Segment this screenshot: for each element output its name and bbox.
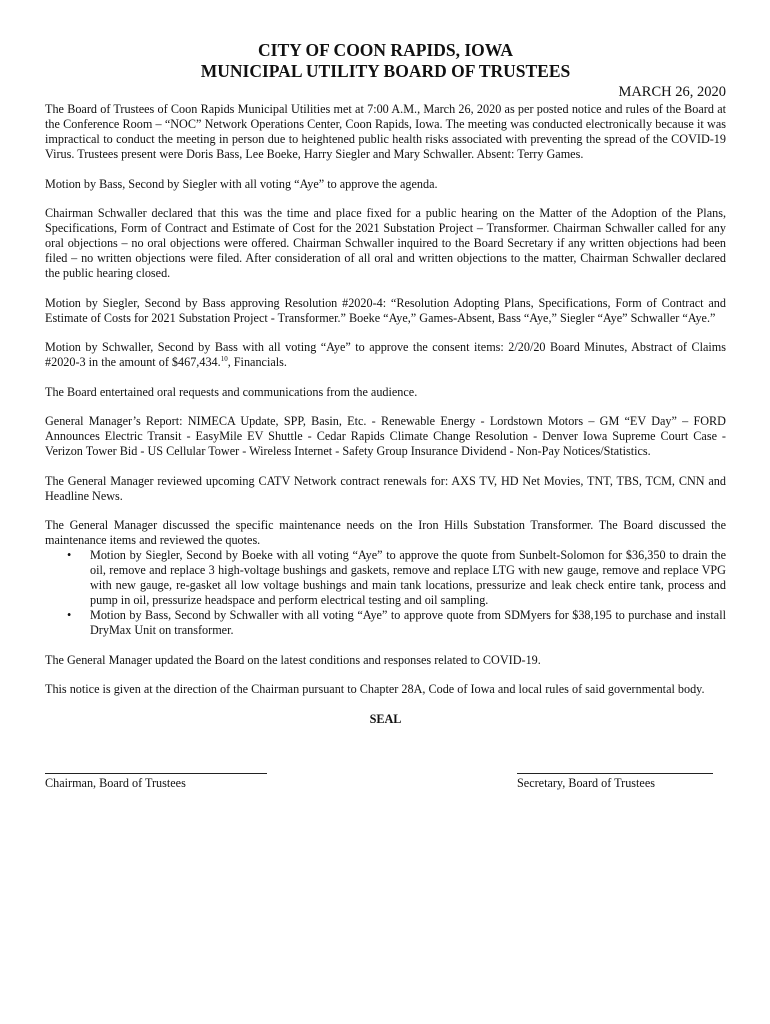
paragraph-maintenance: The General Manager discussed the specific maintenance needs on the Iron Hills Substation Transformer. The Board discussed the maintenance items and reviewed the quotes.: [45, 518, 726, 547]
seal-label: SEAL: [369, 711, 402, 726]
city-title: CITY OF COON RAPIDS, IOWA: [258, 40, 513, 60]
paragraph-agenda-motion: Motion by Bass, Second by Siegler with all voting “Aye” to approve the agenda.: [45, 176, 438, 191]
paragraph-audience: The Board entertained oral requests and communications from the audience.: [45, 384, 418, 399]
paragraph-covid-update: The General Manager updated the Board on the latest conditions and responses related to COVID-19.: [45, 652, 541, 667]
board-title: MUNICIPAL UTILITY BOARD OF TRUSTEES: [200, 61, 571, 81]
bullet-icon: •: [67, 548, 72, 562]
maintenance-motions-list: [45, 548, 726, 638]
secretary-signature-block: [517, 773, 713, 791]
paragraph-public-hearing: Chairman Schwaller declared that this was the time and place fixed for a public hearing on the Matter of the Adoption of the Plans, Specifications, Form of Contract and Estimate of Cost for the 2021 Substation Project – Transformer. Chairman Schwaller called for any oral objections – no oral objections were offered. Chairman Schwaller inquired to the Board Secretary if any written objections had been filed – no written objections were filed. After consideration of all oral and written objections to the matter, Chairman Schwaller declared the public hearing closed.: [45, 206, 726, 280]
list-item-text: Motion by Bass, Second by Schwaller with all voting “Aye” to approve quote from SDMyers for $38,195 to purchase and install DryMax Unit on transformer.: [90, 608, 726, 637]
paragraph-catv-renewals: The General Manager reviewed upcoming CATV Network contract renewals for: AXS TV, HD Net Movies, TNT, TBS, TCM, CNN and Headline News.: [45, 473, 726, 503]
list-item-text: Motion by Siegler, Second by Boeke with all voting “Aye” to approve the quote from Sunbelt-Solomon for $36,350 to drain the oil, remove and replace 3 high-voltage bushings and gaskets, remove and replace LTG with new gauge, remove and replace VPG with new gauge, re-gasket all low voltage bushings and main tank locations, pressurize and leak check entire tank, process and pump in oil, pressurize headspace and perform electrical testing and oil sampling.: [90, 548, 726, 607]
paragraph-consent-items: [45, 340, 726, 370]
list-item: [45, 608, 726, 638]
chairman-signature-block: [45, 773, 267, 791]
paragraph-gm-report: General Manager’s Report: NIMECA Update, SPP, Basin, Etc. - Renewable Energy - Lordstown Motors – GM “EV Day” – FORD Announces Electric Transit - EasyMile EV Shuttle - Cedar Rapids Climate Change Resolution - Denver Iowa Supreme Court Case - Verizon Tower Bid - US Cellular Tower - Wireless Internet - Safety Group Insurance Dividend - Non-Pay Notices/Statistics.: [45, 414, 726, 458]
consent-text-end: , Financials.: [227, 355, 287, 369]
secretary-caption: Secretary, Board of Trustees: [517, 776, 655, 790]
bullet-icon: •: [67, 608, 72, 622]
list-item: [45, 548, 726, 608]
cents-superscript: 10: [220, 355, 228, 363]
signature-line: [45, 773, 267, 774]
paragraph-attendance: The Board of Trustees of Coon Rapids Municipal Utilities met at 7:00 A.M., March 26, 2020 as per posted notice and rules of the Board at the Conference Room – “NOC” Network Operations Center, Coon Rapids, Iowa. The meeting was conducted electronically because it was impractical to conduct the meeting in person due to heightened public health risks associated with preventing the spread of the COVID-19 Virus. Trustees present were Doris Bass, Lee Boeke, Harry Siegler and Mary Schwaller. Absent: Terry Games.: [45, 102, 726, 161]
chairman-caption: Chairman, Board of Trustees: [45, 776, 186, 790]
consent-text: Motion by Schwaller, Second by Bass with all voting “Aye” to approve the consent items: 2/20/20 Board Minutes, Abstract of Claims #2020-3 in the amount of $467,434.: [45, 340, 726, 369]
paragraph-resolution: Motion by Siegler, Second by Bass approving Resolution #2020-4: “Resolution Adopting Plans, Specifications, Form of Contract and Estimate of Costs for 2021 Substation Project - Transformer.” Boeke “Aye,” Games-Absent, Bass “Aye,” Siegler “Aye” Schwaller “Aye.”: [45, 295, 726, 325]
minutes-document: [45, 40, 726, 727]
signature-line: [517, 773, 713, 774]
meeting-date: MARCH 26, 2020: [618, 84, 726, 100]
paragraph-notice: This notice is given at the direction of the Chairman pursuant to Chapter 28A, Code of Iowa and local rules of said governmental body.: [45, 682, 705, 696]
